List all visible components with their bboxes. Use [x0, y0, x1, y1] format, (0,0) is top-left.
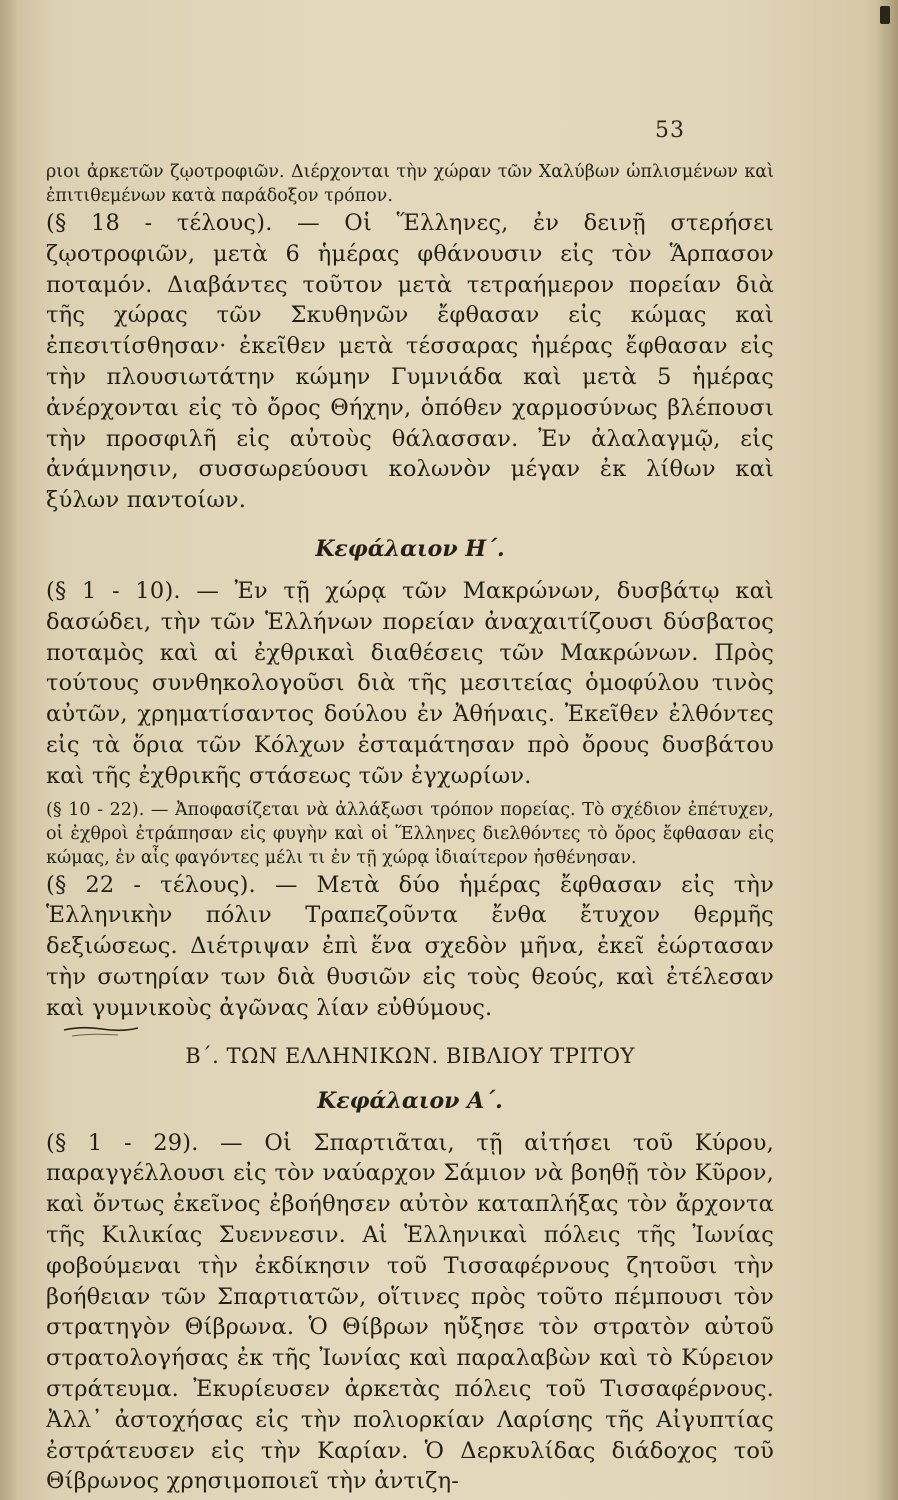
paragraph-1-29: (§ 1 - 29). — Οἱ Σπαρτιᾶται, τῇ αἰτήσει τοῦ Κύρου, παραγγέλλουσι εἰς τὸν ναύαρχον Σάμιον νὰ βοηθῇ τὸν Κῦρον, καὶ ὄντως ἐκεῖνος ἐβοήθησεν αὐτὸν καταπλήξας τὸν ἄρχοντα τῆς Κιλικίας Συεννεσιν. Αἱ Ἑλληνικαὶ πόλεις τῆς Ἰωνίας φοβούμεναι τὴν ἐκδίκησιν τοῦ Τισσαφέρνους ζητοῦσι τὴν βοήθειαν τῶν Σπαρτιατῶν, οἵτινες πρὸς τοῦτο πέμπουσι τὸν στρατηγὸν Θίβρωνα. Ὁ Θίβρων ηὔξησε τὸν στρατὸν αὐτοῦ στρατολογήσας ἐκ τῆς Ἰωνίας καὶ παραλαβὼν καὶ τὸ Κύρειον στράτευμα. Ἐκυρίευσεν ἀρκετὰς πόλεις τοῦ Τισσαφέρνους. Ἀλλ᾽ ἀστοχήσας εἰς τὴν πολιορκίαν Λαρίσης τῆς Αἰγυπτίας ἐστράτευσεν εἰς τὴν Καρίαν. Ὁ Δερκυλίδας διάδοχος τοῦ Θίβρωνος χρησιμοποιεῖ τὴν ἀντιζη- — [46, 1129, 774, 1495]
page-edge — [876, 0, 898, 1500]
paragraph-22-end: (§ 22 - τέλους). — Μετὰ δύο ἡμέρας ἔφθασαν εἰς τὴν Ἑλληνικὴν πόλιν Τραπεζοῦντα ἔνθα ἔτυχον θερμῆς δεξιώσεως. Διέτριψαν ἐπὶ ἕνα σχεδὸν μῆνα, ἐκεῖ ἑώρτασαν τὴν σωτηρίαν των διὰ θυσιῶν εἰς τοὺς θεούς, καὶ ἐτέλεσαν καὶ γυμνικοὺς ἀγῶνας λίαν εὐθύμους. — [46, 871, 774, 1021]
chapter-heading-eta: Κεφάλαιον Η΄. — [315, 535, 505, 562]
chapter-heading-alpha: Κεφάλαιον Α΄. — [317, 1087, 503, 1114]
corner-mark — [880, 6, 890, 24]
paragraph-18-end: (§ 18 - τέλους). — Οἱ Ἕλληνες, ἐν δεινῇ στερήσει ζῳοτροφιῶν, μετὰ 6 ἡμέρας φθάνουσιν εἰς τὸν Ἅρπασον ποταμόν. Διαβάντες τοῦτον μετὰ τετραήμερον πορείαν διὰ τῆς χώρας τῶν Σκυθηνῶν ἔφθασαν εἰς κώμας καὶ ἐπεσιτίσθησαν· ἐκεῖθεν μετὰ τέσσαρας ἡμέρας ἔφθασαν εἰς τὴν πλουσιωτάτην κώμην Γυμνιάδα καὶ μετὰ 5 ἡμέρας ἀνέρχονται εἰς τὸ ὄρος Θήχην, ὁπόθεν χαρμοσύνως βλέπουσι τὴν προσφιλῆ εἰς αὐτοὺς θάλασσαν. Ἐν ἀλαλαγμῷ, εἰς ἀνάμνησιν, συσσωρεύουσι κολωνὸν μέγαν ἐκ λίθων καὶ ξύλων παντοίων. — [46, 210, 774, 514]
binding-shadow — [0, 0, 18, 1500]
intro-paragraph: ριοι ἀρκετῶν ζῳοτροφιῶν. Διέρχονται τὴν χώραν τῶν Χαλύβων ὡπλισμένων καὶ ἐπιτιθεμένων κατὰ παράδοξον τρόπον. — [46, 162, 774, 206]
page-number: 53 — [655, 118, 685, 143]
pencil-mark-icon — [62, 1022, 140, 1052]
paragraph-1-10: (§ 1 - 10). — Ἐν τῇ χώρᾳ τῶν Μακρώνων, δυσβάτῳ καὶ δασώδει, τὴν τῶν Ἑλλήνων πορείαν ἀναχαιτίζουσι δύσβατος ποταμὸς καὶ αἱ ἐχθρικαὶ διαθέσεις τῶν Μακρώνων. Πρὸς τούτους συνθηκολογοῦσι διὰ τῆς μεσιτείας ὁμοφύλου τινὸς αὐτῶν, χρηματίσαντος δούλου ἐν Ἀθήναις. Ἐκεῖθεν ἐλθόντες εἰς τὰ ὅρια τῶν Κόλχων ἐσταμάτησαν πρὸ ὄρους δυσβάτου καὶ τῆς ἐχθρικῆς στάσεως τῶν ἐγχωρίων. — [46, 577, 774, 789]
section-title: Β΄. ΤΩΝ ΕΛΛΗΝΙΚΩΝ. ΒΙΒΛΙΟΥ ΤΡΙΤΟΥ — [185, 1043, 635, 1068]
paragraph-10-22: (§ 10 - 22). — Ἀποφασίζεται νὰ ἀλλάξωσι τρόπον πορείας. Τὸ σχέδιον ἐπέτυχεν, οἱ ἐχθροὶ ἐτράπησαν εἰς φυγὴν καὶ οἱ Ἕλληνες διελθόντες τὸ ὄρος ἔφθασαν εἰς κώμας, ἐν αἷς φαγόντες μέλι τι ἐν τῇ χώρᾳ ἰδιαίτερον ἠσθένησαν. — [46, 799, 774, 868]
page-body — [46, 160, 774, 1497]
